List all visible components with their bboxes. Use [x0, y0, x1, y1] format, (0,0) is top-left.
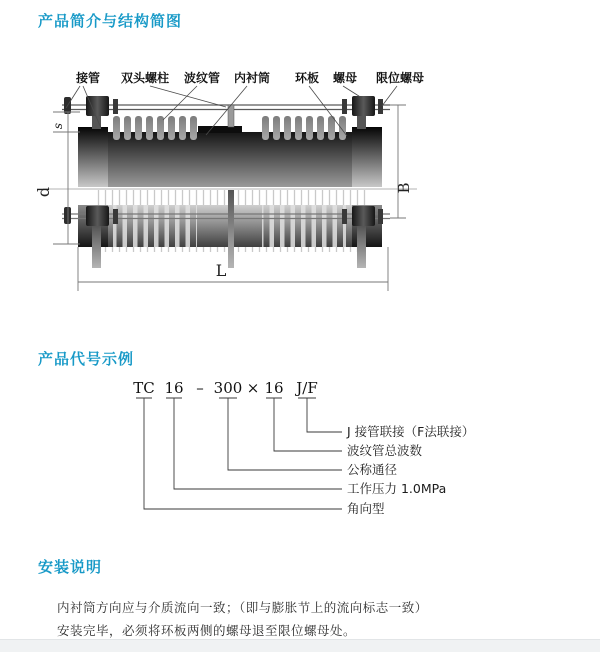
dim-label-d: d — [34, 186, 53, 198]
code-seg-dash: – — [196, 379, 204, 397]
code-segments — [133, 379, 317, 397]
code-connectors — [144, 398, 342, 509]
installation-note-nut-position: 安装完毕，必须将环板两侧的螺母退至限位螺母处。 — [57, 623, 357, 638]
top-washer-right-in — [342, 99, 347, 114]
code-seg-times: × — [246, 379, 260, 397]
liner-band — [198, 126, 242, 133]
label-inner-liner: 内衬筒 — [233, 71, 271, 85]
bottom-nut-big-left — [86, 206, 109, 226]
part-labels — [75, 70, 424, 85]
callout-nominal-diameter: 公称通径 — [347, 462, 398, 477]
product-code-figure — [120, 377, 540, 522]
section-title-installation: 安装说明 — [38, 558, 103, 576]
callout-wave-count: 波纹管总波数 — [347, 443, 423, 458]
callout-connection: J 接管联接（F法联接） — [347, 424, 475, 439]
code-seg-pressure: 16 — [164, 379, 184, 397]
bottom-nut-big-right — [352, 206, 375, 226]
installation-note-flow-direction: 内衬筒方向应与介质流向一致；（即与膨胀节上的流向标志一致） — [57, 600, 428, 615]
bottom-stud-center — [228, 190, 234, 268]
top-washer-left — [113, 99, 118, 114]
page-bottom-strip — [0, 639, 600, 652]
code-seg-diameter: 300 — [213, 379, 243, 397]
code-seg-connection: J/F — [296, 379, 318, 397]
label-double-end-stud: 双头螺柱 — [120, 71, 170, 85]
bottom-washer-right-out — [378, 209, 383, 224]
bottom-nut-small-left — [64, 207, 71, 224]
top-washer-right-out — [378, 99, 383, 114]
label-connecting-pipe: 接管 — [75, 71, 101, 85]
label-nut: 螺母 — [332, 71, 358, 85]
code-callouts — [346, 424, 474, 516]
top-tie-rod — [62, 105, 390, 110]
bottom-washer-left — [113, 209, 118, 224]
structure-diagram — [25, 64, 450, 304]
bottom-bellows-left — [113, 205, 197, 247]
dim-label-L: L — [215, 261, 227, 280]
label-limit-nut: 限位螺母 — [375, 71, 425, 85]
top-cap-right — [352, 127, 382, 187]
dim-label-s: s — [51, 122, 65, 130]
top-nut-big-left — [86, 96, 109, 116]
label-bellows: 波纹管 — [183, 71, 221, 85]
dim-label-B: B — [395, 182, 413, 194]
code-seg-type: TC — [133, 379, 155, 397]
section-title-product-intro: 产品简介与结构简图 — [38, 12, 183, 30]
code-seg-waves: 16 — [264, 379, 284, 397]
top-stud-right — [357, 116, 366, 129]
top-shell — [108, 132, 352, 187]
callout-working-pressure: 工作压力 1.0MPa — [347, 481, 447, 496]
top-nut-big-right — [352, 96, 375, 116]
top-cap-left — [78, 127, 108, 187]
section-title-code-example: 产品代号示例 — [38, 350, 135, 368]
bottom-stud-left — [92, 226, 101, 268]
callout-angular-type: 角向型 — [347, 501, 385, 516]
bottom-bellows-right — [262, 205, 346, 247]
label-ring-plate: 环板 — [294, 71, 320, 85]
top-stud-center — [228, 105, 234, 127]
bottom-stud-right — [357, 226, 366, 268]
bottom-washer-right-in — [342, 209, 347, 224]
